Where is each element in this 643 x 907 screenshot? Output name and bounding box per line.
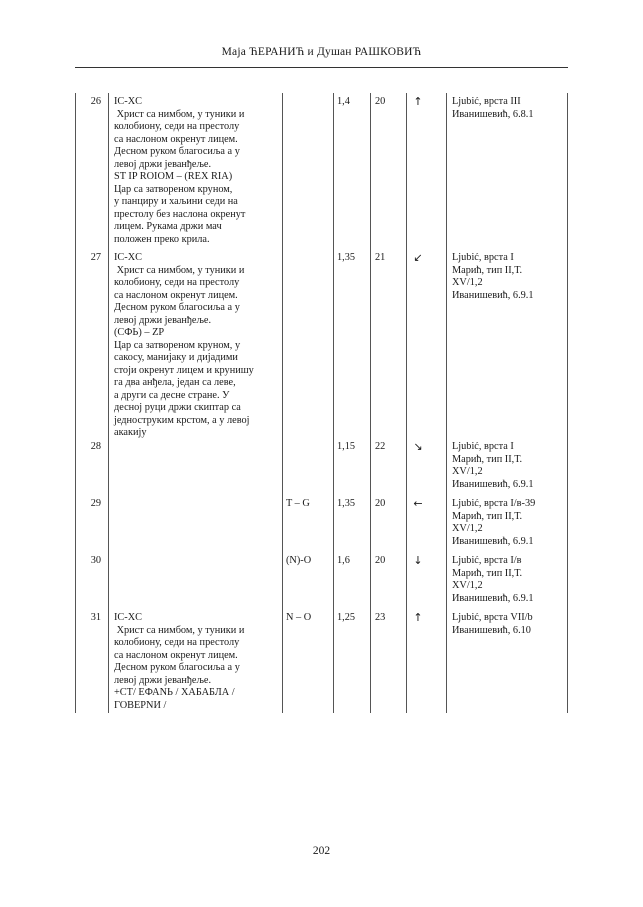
die-axis-arrow-icon: ↑ — [413, 611, 423, 624]
row-weight: 1,4 — [337, 96, 350, 107]
row-description: IC-XC Христ са нимбом, у туники и колобиону, седи на престолу са наслоном окренут лицем. Десном руком благосиља а у левој држи јеванђеље. +CT/ ЕФАNЬ / ХАБАБЛА / ГОВЕРNИ / — [114, 612, 245, 711]
row-weight: 1,35 — [337, 252, 356, 263]
row-reference: Ljubić, врста III Иванишевић, 6.8.1 — [452, 96, 534, 120]
die-axis-arrow-icon: ↙ — [413, 251, 423, 264]
row-number: 28 — [90, 441, 101, 452]
row-description: IC-XC Христ са нимбом, у туники и колобиону, седи на престолу са наслоном окренут лицем. Десном руком благосиља а у левој држи јеванђеље. ST IP ROIOM – (REX RIA) Цар са затвореном круном, у панциру и хаљини седи на престолу без наслона окренут лицем. Рукама држи мач положен преко крила. — [114, 96, 246, 245]
row-reference: Ljubić, врста VII/b Иванишевић, 6.10 — [452, 612, 533, 636]
row-diameter: 20 — [375, 96, 386, 107]
row-number: 31 — [90, 612, 101, 623]
row-description: IC-XC Христ са нимбом, у туники и колобиону, седи на престолу са наслоном окренут лицем. Десном руком благосиља а у левој држи јеванђеље. (СФЬ) – ZP Цар са затвореном круном, у сакосу, манијаку и дијадими стоји окренут лицем и крунишу га два анђела, један са леве, а други са десне стране. У десној руци држи скиптар са једноструким крстом, а у левој акакију — [114, 252, 254, 438]
row-reference: Ljubić, врста I/в Марић, тип II,Т. XV/1,2 Иванишевић, 6.9.1 — [452, 555, 534, 604]
row-number: 29 — [90, 498, 101, 509]
row-weight: 1,35 — [337, 498, 356, 509]
column-divider — [370, 93, 371, 713]
column-divider — [282, 93, 283, 713]
row-number: 26 — [90, 96, 101, 107]
row-diameter: 20 — [375, 555, 386, 566]
row-letters: N – O — [286, 612, 312, 623]
header-rule — [75, 67, 568, 68]
row-weight: 1,25 — [337, 612, 356, 623]
running-header: Маја ЋЕРАНИЋ и Душан РАШКОВИЋ — [221, 46, 422, 58]
row-reference: Ljubić, врста I/в-39 Марић, тип II,Т. XV/1,2 Иванишевић, 6.9.1 — [452, 498, 536, 547]
row-diameter: 22 — [375, 441, 386, 452]
die-axis-arrow-icon: ↑ — [413, 95, 423, 108]
column-divider — [333, 93, 334, 713]
row-diameter: 20 — [375, 498, 386, 509]
row-number: 30 — [90, 555, 101, 566]
row-diameter: 23 — [375, 612, 386, 623]
row-letters: (N)-O — [286, 555, 312, 566]
row-reference: Ljubić, врста I Марић, тип II,Т. XV/1,2 Иванишевић, 6.9.1 — [452, 441, 534, 490]
row-number: 27 — [90, 252, 101, 263]
page-number: 202 — [312, 845, 331, 857]
row-letters: T – G — [286, 498, 310, 509]
row-weight: 1,15 — [337, 441, 356, 452]
die-axis-arrow-icon: ↓ — [413, 554, 423, 567]
column-divider — [446, 93, 447, 713]
die-axis-arrow-icon: ↘ — [413, 440, 423, 453]
row-reference: Ljubić, врста I Марић, тип II,Т. XV/1,2 Иванишевић, 6.9.1 — [452, 252, 534, 301]
die-axis-arrow-icon: ← — [413, 497, 423, 510]
row-weight: 1,6 — [337, 555, 350, 566]
column-divider — [108, 93, 109, 713]
column-divider — [406, 93, 407, 713]
row-diameter: 21 — [375, 252, 386, 263]
table-border-right — [567, 93, 568, 713]
